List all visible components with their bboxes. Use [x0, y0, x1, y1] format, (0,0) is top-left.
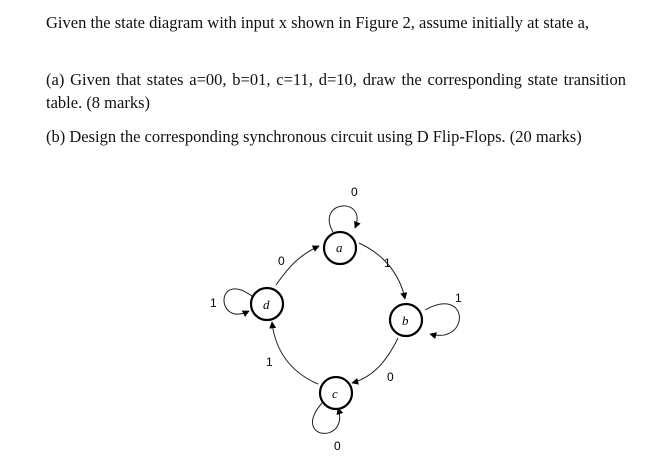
transition-b-b — [425, 304, 459, 336]
transition-a-a — [329, 206, 357, 232]
question-part-b: (b) Design the corresponding synchronous circuit using D Flip-Flops. (20 marks) — [46, 127, 582, 146]
state-c-label: c — [332, 386, 338, 401]
state-c — [320, 377, 352, 409]
question-intro: Given the state diagram with input x shown in Figure 2, assume initially at state a, — [46, 13, 590, 32]
transition-a-b — [359, 243, 405, 299]
label-c-d: 1 — [266, 355, 273, 369]
state-b — [390, 304, 422, 336]
transition-d-d — [224, 289, 253, 314]
state-d-label: d — [263, 297, 270, 312]
state-a-label: a — [336, 240, 343, 255]
label-c-c: 0 — [334, 439, 341, 453]
label-b-c: 0 — [387, 370, 394, 384]
label-a-a: 0 — [351, 185, 358, 199]
transition-c-d — [272, 322, 318, 384]
label-a-b: 1 — [384, 256, 391, 270]
state-b-label: b — [402, 313, 409, 328]
label-d-a: 0 — [278, 254, 285, 268]
label-b-b: 1 — [455, 291, 462, 305]
state-a — [324, 232, 356, 264]
question-part-a: (a) Given that states a=00, b=01, c=11, d=10, draw the corresponding state transition table. (8 marks) — [46, 70, 626, 112]
state-d — [251, 288, 283, 320]
label-d-d: 1 — [210, 296, 217, 310]
